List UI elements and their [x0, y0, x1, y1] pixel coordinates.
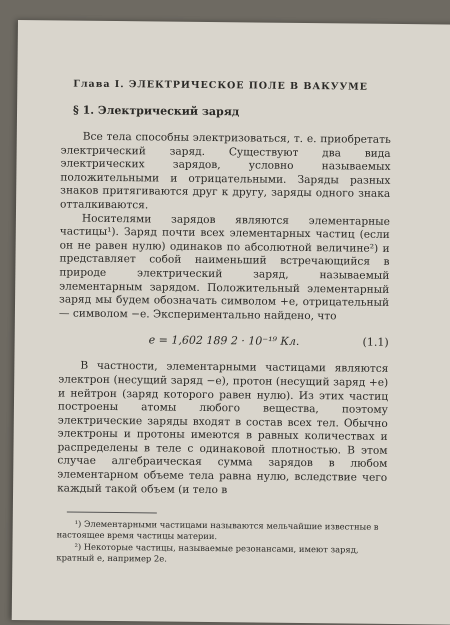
paragraph-3: В частности, элементарными частицами являются электрон (несущий заряд −e), протон (несущий заряд +e) и нейтрон (заряд которого равен нулю). Из этих частиц построены атомы любого вещества, поэтому электрические заряды входят в состав всех тел. Обычно электроны и протоны имеются в равных количествах и распределены в теле с одинаковой плотностью. В этом случае алгебраическая сумма зарядов в любом элементарном объеме тела равна нулю, вследствие чего каждый такой объем (и тело в — [57, 359, 389, 496]
footnote-1: ¹) Элементарными частицами называются мельчайшие известные в настоящее время частицы материи. — [56, 518, 379, 541]
chapter-heading: Глава I. ЭЛЕКТРИЧЕСКОЕ ПОЛЕ В ВАКУУМЕ — [73, 78, 368, 93]
book-page — [12, 20, 450, 625]
footnote-divider — [67, 512, 157, 514]
page-content — [56, 78, 391, 568]
paragraph-2: Носителями зарядов являются элементарные частицы¹). Заряд почти всех элементарных частиц (если он не равен нулю) одинаков по абсолютной величине²) и представляет собой наименьший встречающийся в природе электрический заряд, называемый элементарным зарядом. Положительный элементарный заряд мы будем обозначать символом +e, отрицательный — символом −e. Экспериментально найдено, что — [58, 212, 390, 323]
formula-1-1 — [59, 333, 389, 349]
formula-expression: e = 1,602 189 2 · 10⁻¹⁹ Кл. — [148, 333, 300, 349]
paragraph-1: Все тела способны электризоваться, т. е. приобретать электрический заряд. Существуют два вида электрических зарядов, условно называемых положительными и отрицательными. Заряды разных знаков притягиваются друг к другу, заряды одного знака отталкиваются. — [60, 130, 391, 212]
footnote-2: ²) Некоторые частицы, называемые резонансами, имеют заряд, кратный e, например 2e. — [56, 541, 359, 564]
section-heading: § 1. Электрический заряд — [72, 103, 240, 119]
formula-number: (1.1) — [362, 335, 389, 350]
